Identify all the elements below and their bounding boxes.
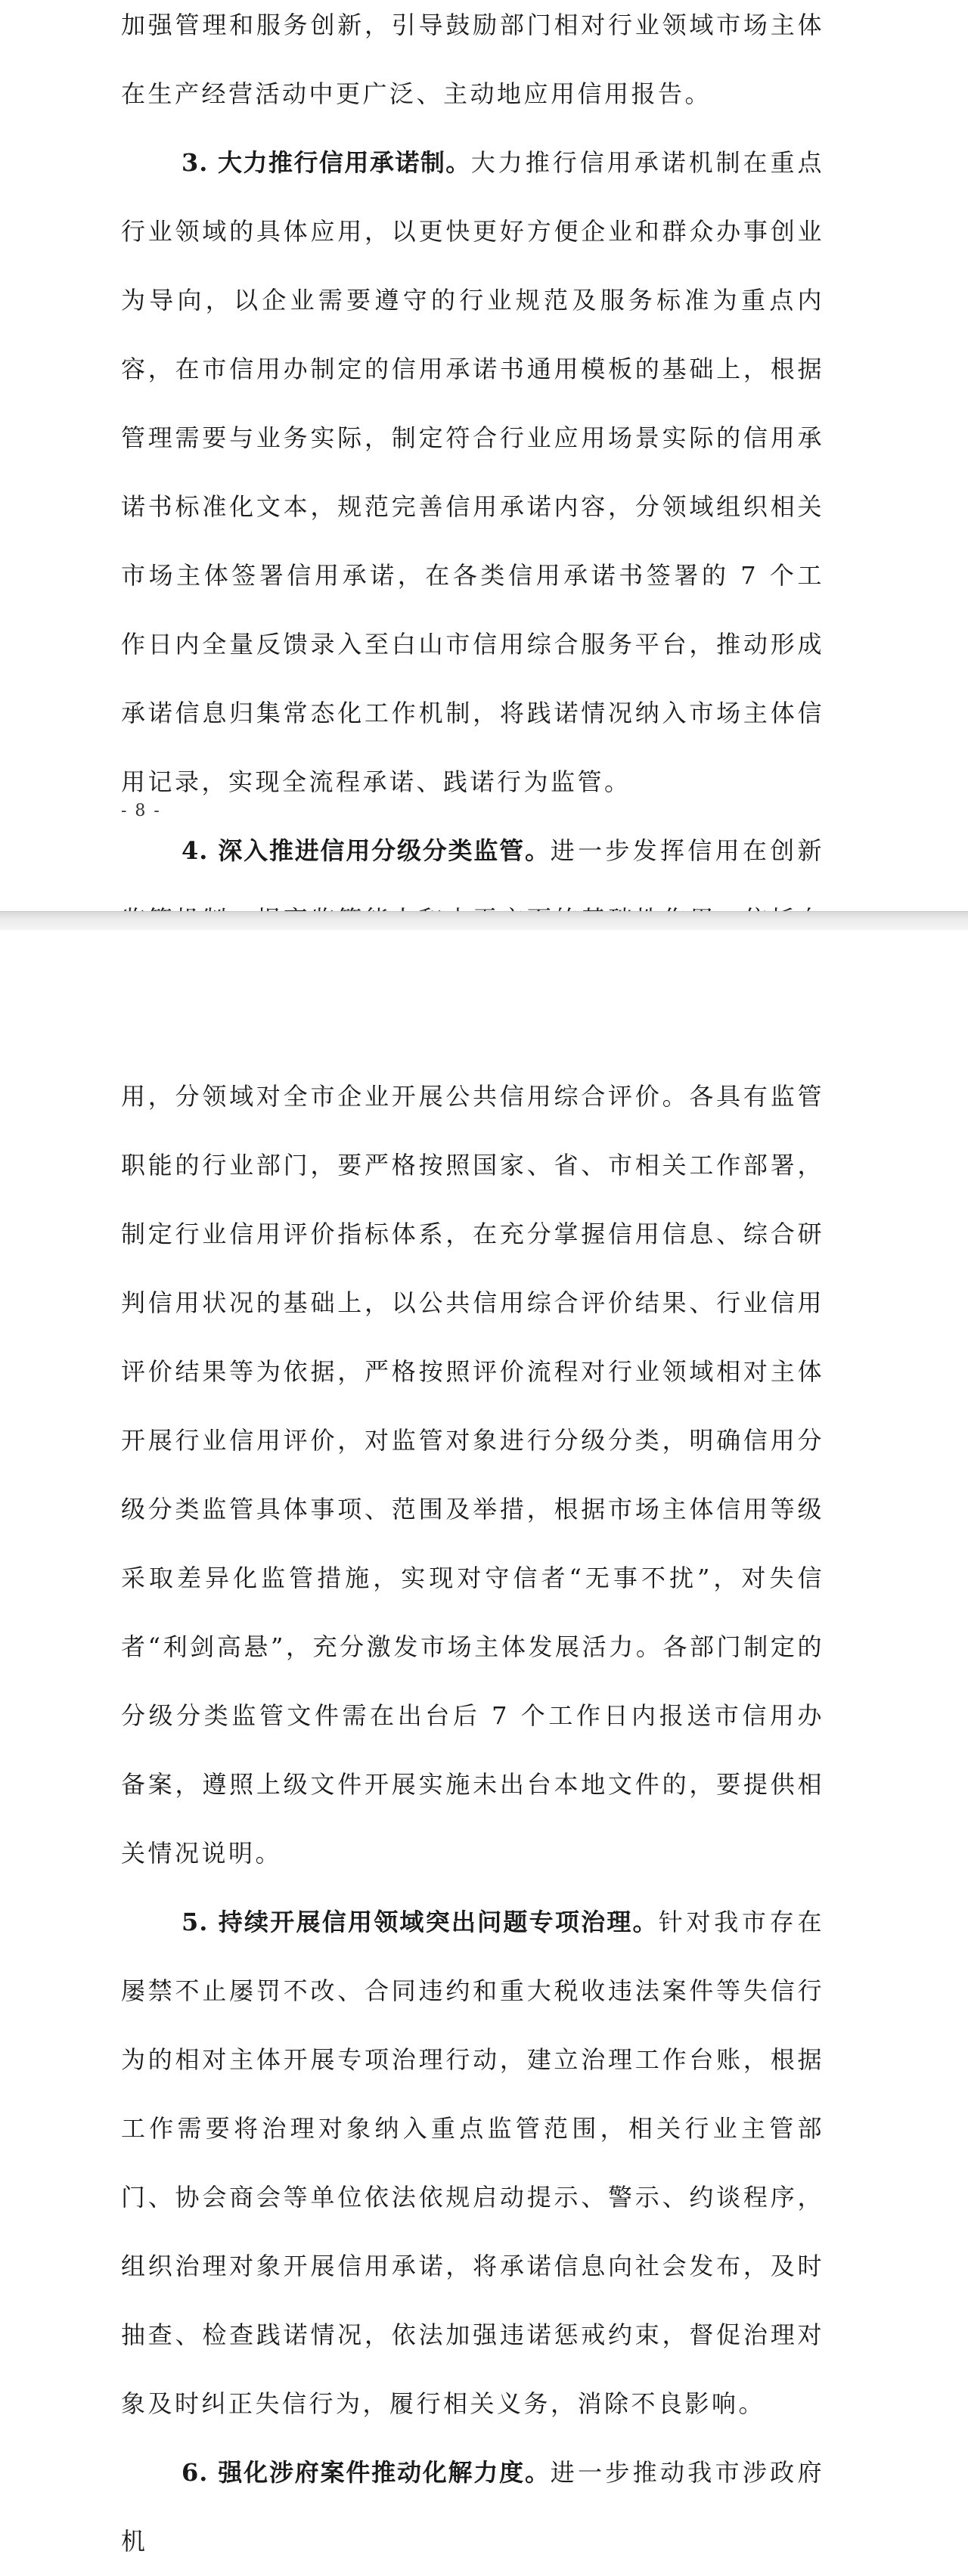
paragraph-special-governance [121, 1888, 824, 2438]
paragraph-credit-commitment [121, 129, 824, 817]
paragraph-text: 针对我市存在屡禁不止屡罚不改、合同违约和重大税收违法案件等失信行为的相对主体开展专项治理行动，建立治理工作台账，根据工作需要将治理对象纳入重点监管范围，相关行业主管部门、协会商会等单位依法依规启动提示、警示、约谈程序，组织治理对象开展信用承诺，将承诺信息向社会发布，及时抽查、检查践诺情况，依法加强违诺惩戒约束，督促治理对象及时纠正失信行为，履行相关义务，消除不良影响。 [121, 1908, 824, 2418]
document-page-8 [0, 0, 968, 911]
paragraph-text: 加强管理和服务创新，引导鼓励部门相对行业领域市场主体在生产经营活动中更广泛、主动地应用信用报告。 [121, 11, 824, 108]
paragraph-continuation [121, 0, 824, 129]
paragraph-text: 大力推行信用承诺机制在重点行业领域的具体应用，以更快更好方便企业和群众办事创业为导向，以企业需要遵守的行业规范及服务标准为重点内容，在市信用办制定的信用承诺书通用模板的基础上，根据管理需要与业务实际，制定符合行业应用场景实际的信用承诺书标准化文本，规范完善信用承诺内容，分领域组织相关市场主体签署信用承诺，在各类信用承诺书签署的 7 个工作日内全量反馈录入至白山市信用综合服务平台，推动形成承诺信息归集常态化工作机制，将践诺情况纳入市场主体信用记录，实现全流程承诺、践诺行为监管。 [121, 148, 824, 796]
paragraph-text: 用，分领域对全市企业开展公共信用综合评价。各具有监管职能的行业部门，要严格按照国家、省、市相关工作部署，制定行业信用评价指标体系，在充分掌握信用信息、综合研判信用状况的基础上，以公共信用综合评价结果、行业信用评价结果等为依据，严格按照评价流程对行业领域相对主体开展行业信用评价，对监管对象进行分级分类，明确信用分级分类监管具体事项、范围及举措，根据市场主体信用等级采取差异化监管措施，实现对守信者“无事不扰”，对失信者“利剑高悬”，充分激发市场主体发展活力。各部门制定的分级分类监管文件需在出台后 7 个工作日内报送市信用办备案，遵照上级文件开展实施未出台本地文件的，要提供相关情况说明。 [121, 1082, 824, 1868]
paragraph-continuation [121, 1062, 824, 1888]
section-heading-5: 5. 持续开展信用领域突出问题专项治理。 [182, 1908, 659, 1936]
section-heading-4: 4. 深入推进信用分级分类监管。 [182, 836, 551, 865]
section-heading-3: 3. 大力推行信用承诺制。 [182, 148, 471, 177]
paragraph-text: 进一步推动我市涉政府机 [121, 2458, 824, 2556]
paragraph-government-cases [121, 2438, 824, 2576]
page-9-body-text [121, 1062, 824, 2576]
document-page-9 [0, 930, 968, 2556]
section-heading-6: 6. 强化涉府案件推动化解力度。 [182, 2458, 551, 2487]
page-separator [0, 911, 968, 932]
paragraph-text: 进一步发挥信用在创新 [550, 836, 824, 865]
page-number: - 8 - [121, 801, 161, 820]
